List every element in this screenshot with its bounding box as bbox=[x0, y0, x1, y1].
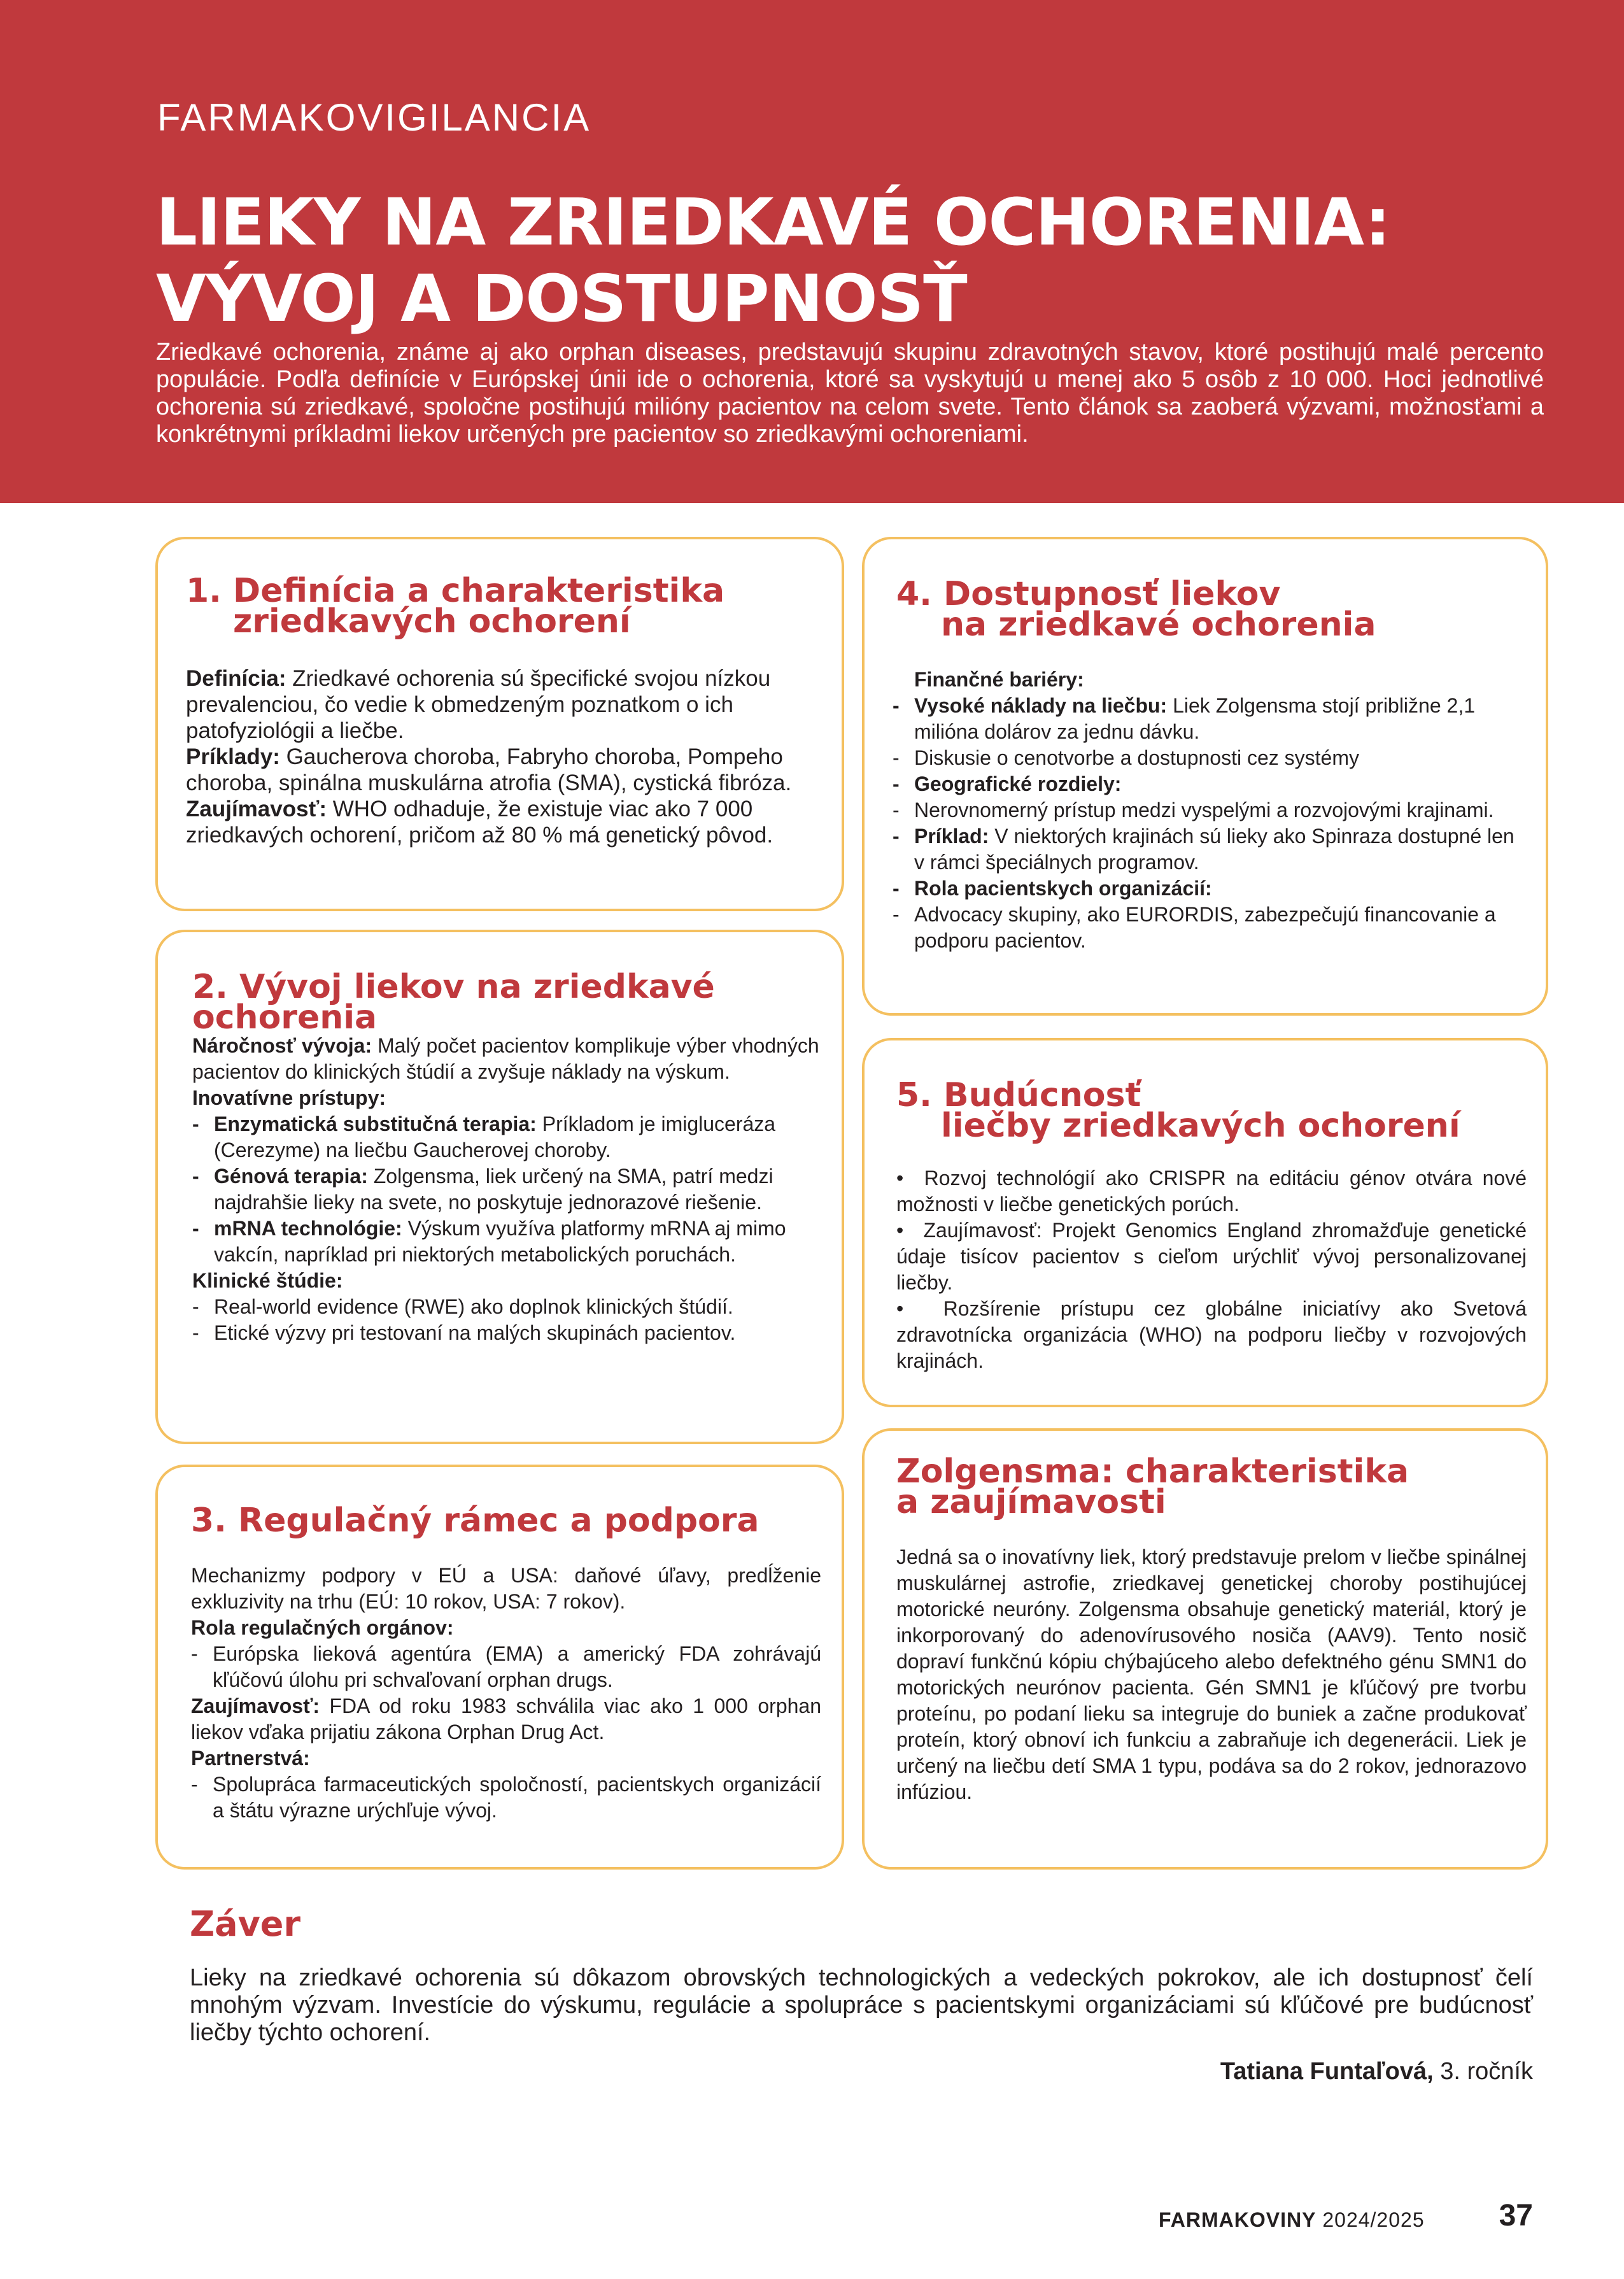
difficulty-paragraph: Náročnosť vývoja: Malý počet pacientov komplikuje výber vhodných pacientov do klinických štúdií a zvyšuje náklady na výskum. bbox=[192, 1034, 819, 1083]
zolgensma-title: Zolgensma: charakteristika a zaujímavosti bbox=[896, 1452, 1409, 1521]
list-item: - Diskusie o cenotvorbe a dostupnosti cez systémy bbox=[893, 746, 1359, 769]
clinical-label: Klinické štúdie: bbox=[192, 1269, 343, 1292]
footer-magazine: FARMAKOVINY 2024/2025 bbox=[1159, 2208, 1425, 2231]
list-item: - Advocacy skupiny, ako EURORDIS, zabezpečujú financovanie a podporu pacientov. bbox=[893, 903, 1496, 952]
financial-label: Finančné bariéry: bbox=[914, 668, 1084, 691]
section-5-box bbox=[862, 1038, 1548, 1407]
conclusion-text: Lieky na zriedkavé ochorenia sú dôkazom obrovských technologických a vedeckých pokrokov, ale ich dostupnosť čelí mnohým výzvam. Investície do výskumu, regulácie a spolupráce s pacientskymi organizáciami sú kľúčové pre budúcnosť liečby týchto ochorení. bbox=[190, 1964, 1533, 2046]
zolgensma-box bbox=[862, 1428, 1548, 1870]
section-4-body bbox=[893, 667, 1523, 954]
examples-paragraph: Príklady: Gaucherova choroba, Fabryho choroba, Pompeho choroba, spinálna muskulárna atrofia (SMA), cystická fibróza. bbox=[186, 744, 792, 795]
section-4-title: 4. Dostupnosť liekov na zriedkavé ochorenia bbox=[896, 575, 1376, 644]
list-item: • Rozšírenie prístupu cez globálne iniciatívy ako Svetová zdravotnícka organizácia (WHO) na podporu liečby v rozvojových krajinách. bbox=[896, 1297, 1527, 1372]
list-item: • Rozvoj technológií ako CRISPR na editáciu génov otvára nové možnosti v liečbe genetických porúch. bbox=[896, 1167, 1527, 1216]
section-1-title: 1. Definícia a charakteristika zriedkavých ochorení bbox=[186, 572, 725, 641]
section-2-title: 2. Vývoj liekov na zriedkavé ochorenia bbox=[192, 968, 715, 1037]
fact-paragraph: Zaujímavosť: WHO odhaduje, že existuje viac ako 7 000 zriedkavých ochorení, pričom až 80 % má genetický pôvod. bbox=[186, 797, 773, 848]
innovative-label: Inovatívne prístupy: bbox=[192, 1086, 386, 1109]
list-item: - mRNA technológie: Výskum využíva platformy mRNA aj mimo vakcín, napríklad pri niektorých metabolických poruchách. bbox=[192, 1217, 786, 1266]
list-item: - Európska lieková agentúra (EMA) a americký FDA zohrávajú kľúčovú úlohu pri schvaľovaní orphan drugs. bbox=[191, 1642, 821, 1691]
list-item: - Real-world evidence (RWE) ako doplnok klinických štúdií. bbox=[192, 1295, 733, 1318]
list-item: - Etické výzvy pri testovaní na malých skupinách pacientov. bbox=[192, 1321, 736, 1344]
definition-paragraph: Definícia: Zriedkavé ochorenia sú špecifické svojou nízkou prevalenciou, čo vedie k obmedzeným poznatkom o ich patofyziológii a liečbe. bbox=[186, 666, 771, 743]
author-name: Tatiana Funtaľová, bbox=[1220, 2058, 1434, 2085]
page-title bbox=[156, 185, 1390, 337]
mechanisms-paragraph: Mechanizmy podpory v EÚ a USA: daňové úľavy, predĺženie exkluzivity na trhu (EÚ: 10 rokov, USA: 7 rokov). bbox=[191, 1564, 821, 1613]
conclusion-title: Záver bbox=[190, 1904, 301, 1944]
title-line-2: VÝVOJ A DOSTUPNOSŤ bbox=[156, 261, 967, 337]
list-item: • Zaujímavosť: Projekt Genomics England zhromažďuje genetické údaje tisícov pacientov s cieľom urýchliť vývoj personalizovanej liečby. bbox=[896, 1219, 1527, 1294]
list-item: - Príklad: V niektorých krajinách sú lieky ako Spinraza dostupné len v rámci špeciálnych programov. bbox=[893, 825, 1515, 874]
list-item: - Nerovnomerný prístup medzi vyspelými a rozvojovými krajinami. bbox=[893, 799, 1494, 821]
section-3-box bbox=[155, 1465, 844, 1870]
section-1-box bbox=[155, 537, 844, 911]
section-5-body bbox=[896, 1165, 1527, 1374]
intro-paragraph: Zriedkavé ochorenia, známe aj ako orphan diseases, predstavujú skupinu zdravotných stavov, ktoré postihujú malé percento populácie. Podľa definície v Európskej únii ide o ochorenia, ktoré sa vyskytujú u menej ako 5 osôb z 10 000. Hoci jednotlivé ochorenia sú zriedkavé, spoločne postihujú milióny pacientov na celom svete. Tento článok sa zaoberá výzvami, možnosťami a konkrétnymi príkladmi liekov určených pre pacientov so zriedkavými ochoreniami. bbox=[156, 339, 1544, 448]
section-kicker: FARMAKOVIGILANCIA bbox=[157, 96, 591, 139]
title-line-1: LIEKY NA ZRIEDKAVÉ OCHORENIA: bbox=[156, 185, 1390, 260]
section-2-body bbox=[192, 1033, 819, 1346]
fact-paragraph: Zaujímavosť: FDA od roku 1983 schválila viac ako 1 000 orphan liekov vďaka prijatiu zákona Orphan Drug Act. bbox=[191, 1694, 821, 1743]
list-item: - Geografické rozdiely: bbox=[893, 772, 1122, 795]
zolgensma-body: Jedná sa o inovatívny liek, ktorý predstavuje prelom v liečbe spinálnej muskulárnej astrofie, zriedkavej genetickej choroby postihujúcej motorické neuróny. Zolgensma obsahuje genetický materiál, ktorý je inkorporovaný do adenovírusového nosiča (AAV9). Tento nosič dopraví funkčnú kópiu chýbajúceho alebo defektného génu SMN1 do motorických neurónov pacienta. Gén SMN1 je kľúčový pre tvorbu proteínu, po podaní lieku sa integruje do buniek a začne produkovať proteín, ktorý obnoví ich funkciu a zabraňuje ich degenerácii. Liek je určený na liečbu detí SMA 1 typu, podáva sa do 2 rokov, jednorazovo infúziou. bbox=[896, 1545, 1527, 1803]
section-3-title: 3. Regulačný rámec a podpora bbox=[191, 1502, 759, 1540]
partnerships-label: Partnerstvá: bbox=[191, 1747, 310, 1770]
section-4-box bbox=[862, 537, 1548, 1016]
section-5-title: 5. Budúcnosť liečby zriedkavých ochorení bbox=[896, 1076, 1460, 1145]
section-3-body bbox=[191, 1563, 821, 1824]
author-year: 3. ročník bbox=[1433, 2058, 1533, 2085]
regulators-label: Rola regulačných orgánov: bbox=[191, 1616, 454, 1639]
list-item: - Rola pacientskych organizácií: bbox=[893, 877, 1212, 900]
section-2-box bbox=[155, 930, 844, 1444]
list-item: - Vysoké náklady na liečbu: Liek Zolgensma stojí približne 2,1 milióna dolárov za jednu dávku. bbox=[893, 694, 1475, 743]
author-credit bbox=[1220, 2058, 1533, 2085]
list-item: - Enzymatická substitučná terapia: Príkladom je imigluceráza (Cerezyme) na liečbu Gaucherovej choroby. bbox=[192, 1112, 776, 1161]
list-item: - Spolupráca farmaceutických spoločností, pacientskych organizácií a štátu výrazne urýchľuje vývoj. bbox=[191, 1773, 821, 1822]
page-number: 37 bbox=[1499, 2199, 1533, 2233]
list-item: - Génová terapia: Zolgensma, liek určený na SMA, patrí medzi najdrahšie lieky na svete, no poskytuje jednorazové riešenie. bbox=[192, 1165, 773, 1214]
section-1-body bbox=[186, 665, 816, 848]
header-banner bbox=[0, 0, 1624, 503]
